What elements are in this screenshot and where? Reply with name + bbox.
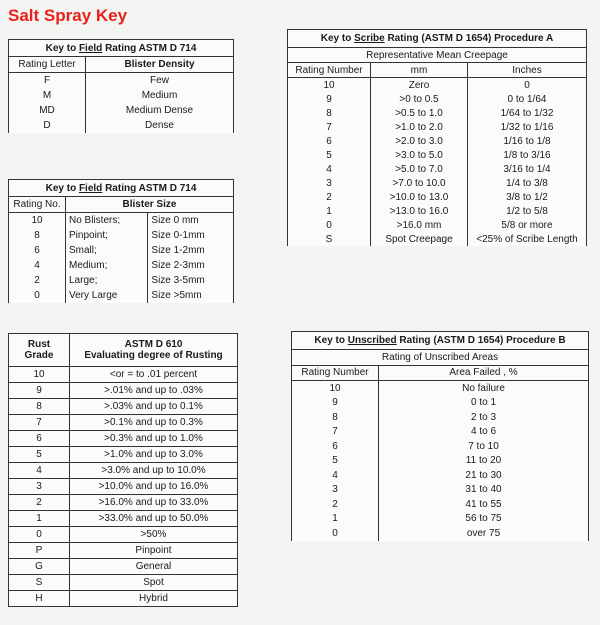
- table-row: [292, 526, 589, 541]
- table-row: [288, 120, 587, 134]
- table-cell: 10: [288, 78, 371, 93]
- table-cell: Zero: [371, 78, 468, 93]
- table-cell: >7.0 to 10.0: [371, 176, 468, 190]
- table-cell: 5: [9, 447, 70, 463]
- table-cell: <or = to .01 percent: [70, 367, 238, 383]
- table-cell: No failure: [379, 381, 589, 396]
- table-cell: 7: [288, 120, 371, 134]
- table-row: [9, 463, 238, 479]
- table-cell: >.03% and up to 0.1%: [70, 399, 238, 415]
- table-row: [9, 228, 234, 243]
- table-row: [9, 495, 238, 511]
- table-row: [9, 367, 238, 383]
- unscribed-title: Key to Unscribed Rating (ASTM D 1654) Procedure B: [292, 332, 589, 350]
- scribe-title: Key to Scribe Rating (ASTM D 1654) Procedure A: [288, 30, 587, 48]
- table-cell: 8: [9, 228, 66, 243]
- table-cell: Pinpoint;: [66, 228, 148, 243]
- column-header: mm: [371, 63, 468, 78]
- table-cell: Size 0 mm: [148, 213, 234, 229]
- table-row: [288, 106, 587, 120]
- table-row: [292, 454, 589, 469]
- table-cell: 2: [292, 497, 379, 512]
- table-cell: 1/32 to 1/16: [468, 120, 587, 134]
- table-cell: >3.0 to 5.0: [371, 148, 468, 162]
- table-cell: 8: [292, 410, 379, 425]
- table-cell: S: [9, 575, 70, 591]
- column-header: Rating Number: [288, 63, 371, 78]
- table-cell: Hybrid: [70, 591, 238, 607]
- table-cell: >16.0% and up to 33.0%: [70, 495, 238, 511]
- table-cell: 21 to 30: [379, 468, 589, 483]
- table-cell: 6: [9, 431, 70, 447]
- table-cell: Size 0-1mm: [148, 228, 234, 243]
- table-row: [9, 213, 234, 229]
- table-cell: H: [9, 591, 70, 607]
- table-row: [288, 232, 587, 246]
- table-row: [292, 497, 589, 512]
- table-row: [9, 527, 238, 543]
- table-cell: 1: [9, 511, 70, 527]
- table-cell: >10.0% and up to 16.0%: [70, 479, 238, 495]
- table-row: [9, 575, 238, 591]
- column-header: Area Failed , %: [379, 365, 589, 381]
- table-cell: >0 to 0.5: [371, 92, 468, 106]
- table-cell: 1/64 to 1/32: [468, 106, 587, 120]
- table-cell: 8: [9, 399, 70, 415]
- table-row: [9, 479, 238, 495]
- table-cell: 3: [9, 479, 70, 495]
- table-cell: 4 to 6: [379, 425, 589, 440]
- table-cell: Size >5mm: [148, 288, 234, 303]
- table-cell: 4: [9, 258, 66, 273]
- table-cell: >50%: [70, 527, 238, 543]
- column-header: Rating Number: [292, 365, 379, 381]
- table-row: [288, 78, 587, 93]
- column-header: Blister Density: [86, 57, 234, 73]
- table-cell: 9: [292, 396, 379, 411]
- table-row: [9, 243, 234, 258]
- table-row: [9, 511, 238, 527]
- table-cell: P: [9, 543, 70, 559]
- table-cell: >0.3% and up to 1.0%: [70, 431, 238, 447]
- table-cell: M: [9, 88, 86, 103]
- page-title: Salt Spray Key: [8, 6, 128, 25]
- table-cell: 56 to 75: [379, 512, 589, 527]
- table-row: [9, 431, 238, 447]
- table-cell: Size 2-3mm: [148, 258, 234, 273]
- unscribed-subtitle: Rating of Unscribed Areas: [292, 350, 589, 366]
- table-cell: 31 to 40: [379, 483, 589, 498]
- table-cell: >5.0 to 7.0: [371, 162, 468, 176]
- table-cell: 3: [288, 176, 371, 190]
- table-row: [9, 447, 238, 463]
- table-row: [9, 559, 238, 575]
- table-cell: 9: [9, 383, 70, 399]
- table-cell: 4: [288, 162, 371, 176]
- table-row: [292, 468, 589, 483]
- scribe-subtitle: Representative Mean Creepage: [288, 48, 587, 63]
- table-cell: 7: [292, 425, 379, 440]
- table-cell: over 75: [379, 526, 589, 541]
- table-cell: 10: [9, 367, 70, 383]
- column-header: Inches: [468, 63, 587, 78]
- table-cell: Spot Creepage: [371, 232, 468, 246]
- blister-density-table: [8, 39, 234, 133]
- table-cell: Large;: [66, 273, 148, 288]
- table-cell: 3/16 to 1/4: [468, 162, 587, 176]
- table-cell: 1: [292, 512, 379, 527]
- table-row: [9, 543, 238, 559]
- table-row: [9, 415, 238, 431]
- table-cell: 5/8 or more: [468, 218, 587, 232]
- table-cell: 1/16 to 1/8: [468, 134, 587, 148]
- table-row: [9, 399, 238, 415]
- table-row: [288, 204, 587, 218]
- table-row: [9, 591, 238, 607]
- scribe-rating-table: [287, 29, 587, 246]
- table-row: [9, 88, 234, 103]
- table-cell: 8: [288, 106, 371, 120]
- table-cell: 10: [292, 381, 379, 396]
- table-cell: 6: [9, 243, 66, 258]
- table-cell: 2: [9, 273, 66, 288]
- table-cell: 41 to 55: [379, 497, 589, 512]
- table-row: [9, 383, 238, 399]
- table-row: [292, 483, 589, 498]
- table-cell: Size 1-2mm: [148, 243, 234, 258]
- table-cell: >1.0 to 2.0: [371, 120, 468, 134]
- table-row: [292, 512, 589, 527]
- blister-size-table: [8, 179, 234, 303]
- table-cell: Pinpoint: [70, 543, 238, 559]
- table-row: [288, 134, 587, 148]
- column-header: Rating Letter: [9, 57, 86, 73]
- table-row: [292, 410, 589, 425]
- table-row: [9, 73, 234, 89]
- table-cell: 2 to 3: [379, 410, 589, 425]
- table-cell: Size 3-5mm: [148, 273, 234, 288]
- table-cell: General: [70, 559, 238, 575]
- table-cell: 10: [9, 213, 66, 229]
- table-cell: 6: [288, 134, 371, 148]
- table-cell: <25% of Scribe Length: [468, 232, 587, 246]
- table-cell: >1.0% and up to 3.0%: [70, 447, 238, 463]
- table-cell: 7 to 10: [379, 439, 589, 454]
- table-cell: >2.0 to 3.0: [371, 134, 468, 148]
- table-cell: 5: [288, 148, 371, 162]
- table-cell: >0.1% and up to 0.3%: [70, 415, 238, 431]
- table-cell: >33.0% and up to 50.0%: [70, 511, 238, 527]
- table-cell: 1/2 to 5/8: [468, 204, 587, 218]
- table-cell: No Blisters;: [66, 213, 148, 229]
- table-cell: 1/4 to 3/8: [468, 176, 587, 190]
- blister-size-title: Key to Field Rating ASTM D 714: [9, 180, 234, 197]
- table-row: [9, 273, 234, 288]
- table-cell: Medium Dense: [86, 103, 234, 118]
- table-cell: MD: [9, 103, 86, 118]
- table-cell: >0.5 to 1.0: [371, 106, 468, 120]
- table-cell: 2: [288, 190, 371, 204]
- table-row: [292, 439, 589, 454]
- table-cell: >10.0 to 13.0: [371, 190, 468, 204]
- table-cell: 7: [9, 415, 70, 431]
- table-row: [292, 396, 589, 411]
- table-row: [288, 162, 587, 176]
- table-row: [292, 425, 589, 440]
- table-cell: Small;: [66, 243, 148, 258]
- table-row: [288, 148, 587, 162]
- table-cell: Dense: [86, 118, 234, 133]
- table-row: [288, 176, 587, 190]
- table-cell: Few: [86, 73, 234, 89]
- table-cell: 0: [288, 218, 371, 232]
- table-cell: 0 to 1/64: [468, 92, 587, 106]
- table-cell: >13.0 to 16.0: [371, 204, 468, 218]
- table-cell: 3: [292, 483, 379, 498]
- rust-grade-table: [8, 333, 238, 607]
- table-cell: 6: [292, 439, 379, 454]
- table-cell: Very Large: [66, 288, 148, 303]
- table-row: [292, 381, 589, 396]
- table-row: [9, 118, 234, 133]
- table-cell: 4: [9, 463, 70, 479]
- table-cell: G: [9, 559, 70, 575]
- blister-density-title: Key to Field Rating ASTM D 714: [9, 40, 234, 57]
- table-cell: 0: [292, 526, 379, 541]
- table-cell: 3/8 to 1/2: [468, 190, 587, 204]
- table-cell: 5: [292, 454, 379, 469]
- table-row: [288, 218, 587, 232]
- column-header: ASTM D 610 Evaluating degree of Rusting: [70, 334, 238, 367]
- table-cell: F: [9, 73, 86, 89]
- table-cell: 11 to 20: [379, 454, 589, 469]
- table-row: [9, 288, 234, 303]
- column-header: Rust Grade: [9, 334, 70, 367]
- table-cell: Medium: [86, 88, 234, 103]
- table-cell: 0 to 1: [379, 396, 589, 411]
- table-cell: 9: [288, 92, 371, 106]
- table-cell: Medium;: [66, 258, 148, 273]
- table-cell: 4: [292, 468, 379, 483]
- table-row: [9, 103, 234, 118]
- table-cell: Spot: [70, 575, 238, 591]
- column-header: Blister Size: [66, 197, 234, 213]
- table-cell: 0: [9, 527, 70, 543]
- table-cell: 1/8 to 3/16: [468, 148, 587, 162]
- table-row: [288, 92, 587, 106]
- table-row: [9, 258, 234, 273]
- table-cell: >16.0 mm: [371, 218, 468, 232]
- table-cell: S: [288, 232, 371, 246]
- table-cell: D: [9, 118, 86, 133]
- table-cell: >3.0% and up to 10.0%: [70, 463, 238, 479]
- table-cell: 0: [9, 288, 66, 303]
- table-cell: 0: [468, 78, 587, 93]
- table-cell: 2: [9, 495, 70, 511]
- unscribed-rating-table: [291, 331, 589, 541]
- table-cell: >.01% and up to .03%: [70, 383, 238, 399]
- column-header: Rating No.: [9, 197, 66, 213]
- table-cell: 1: [288, 204, 371, 218]
- table-row: [288, 190, 587, 204]
